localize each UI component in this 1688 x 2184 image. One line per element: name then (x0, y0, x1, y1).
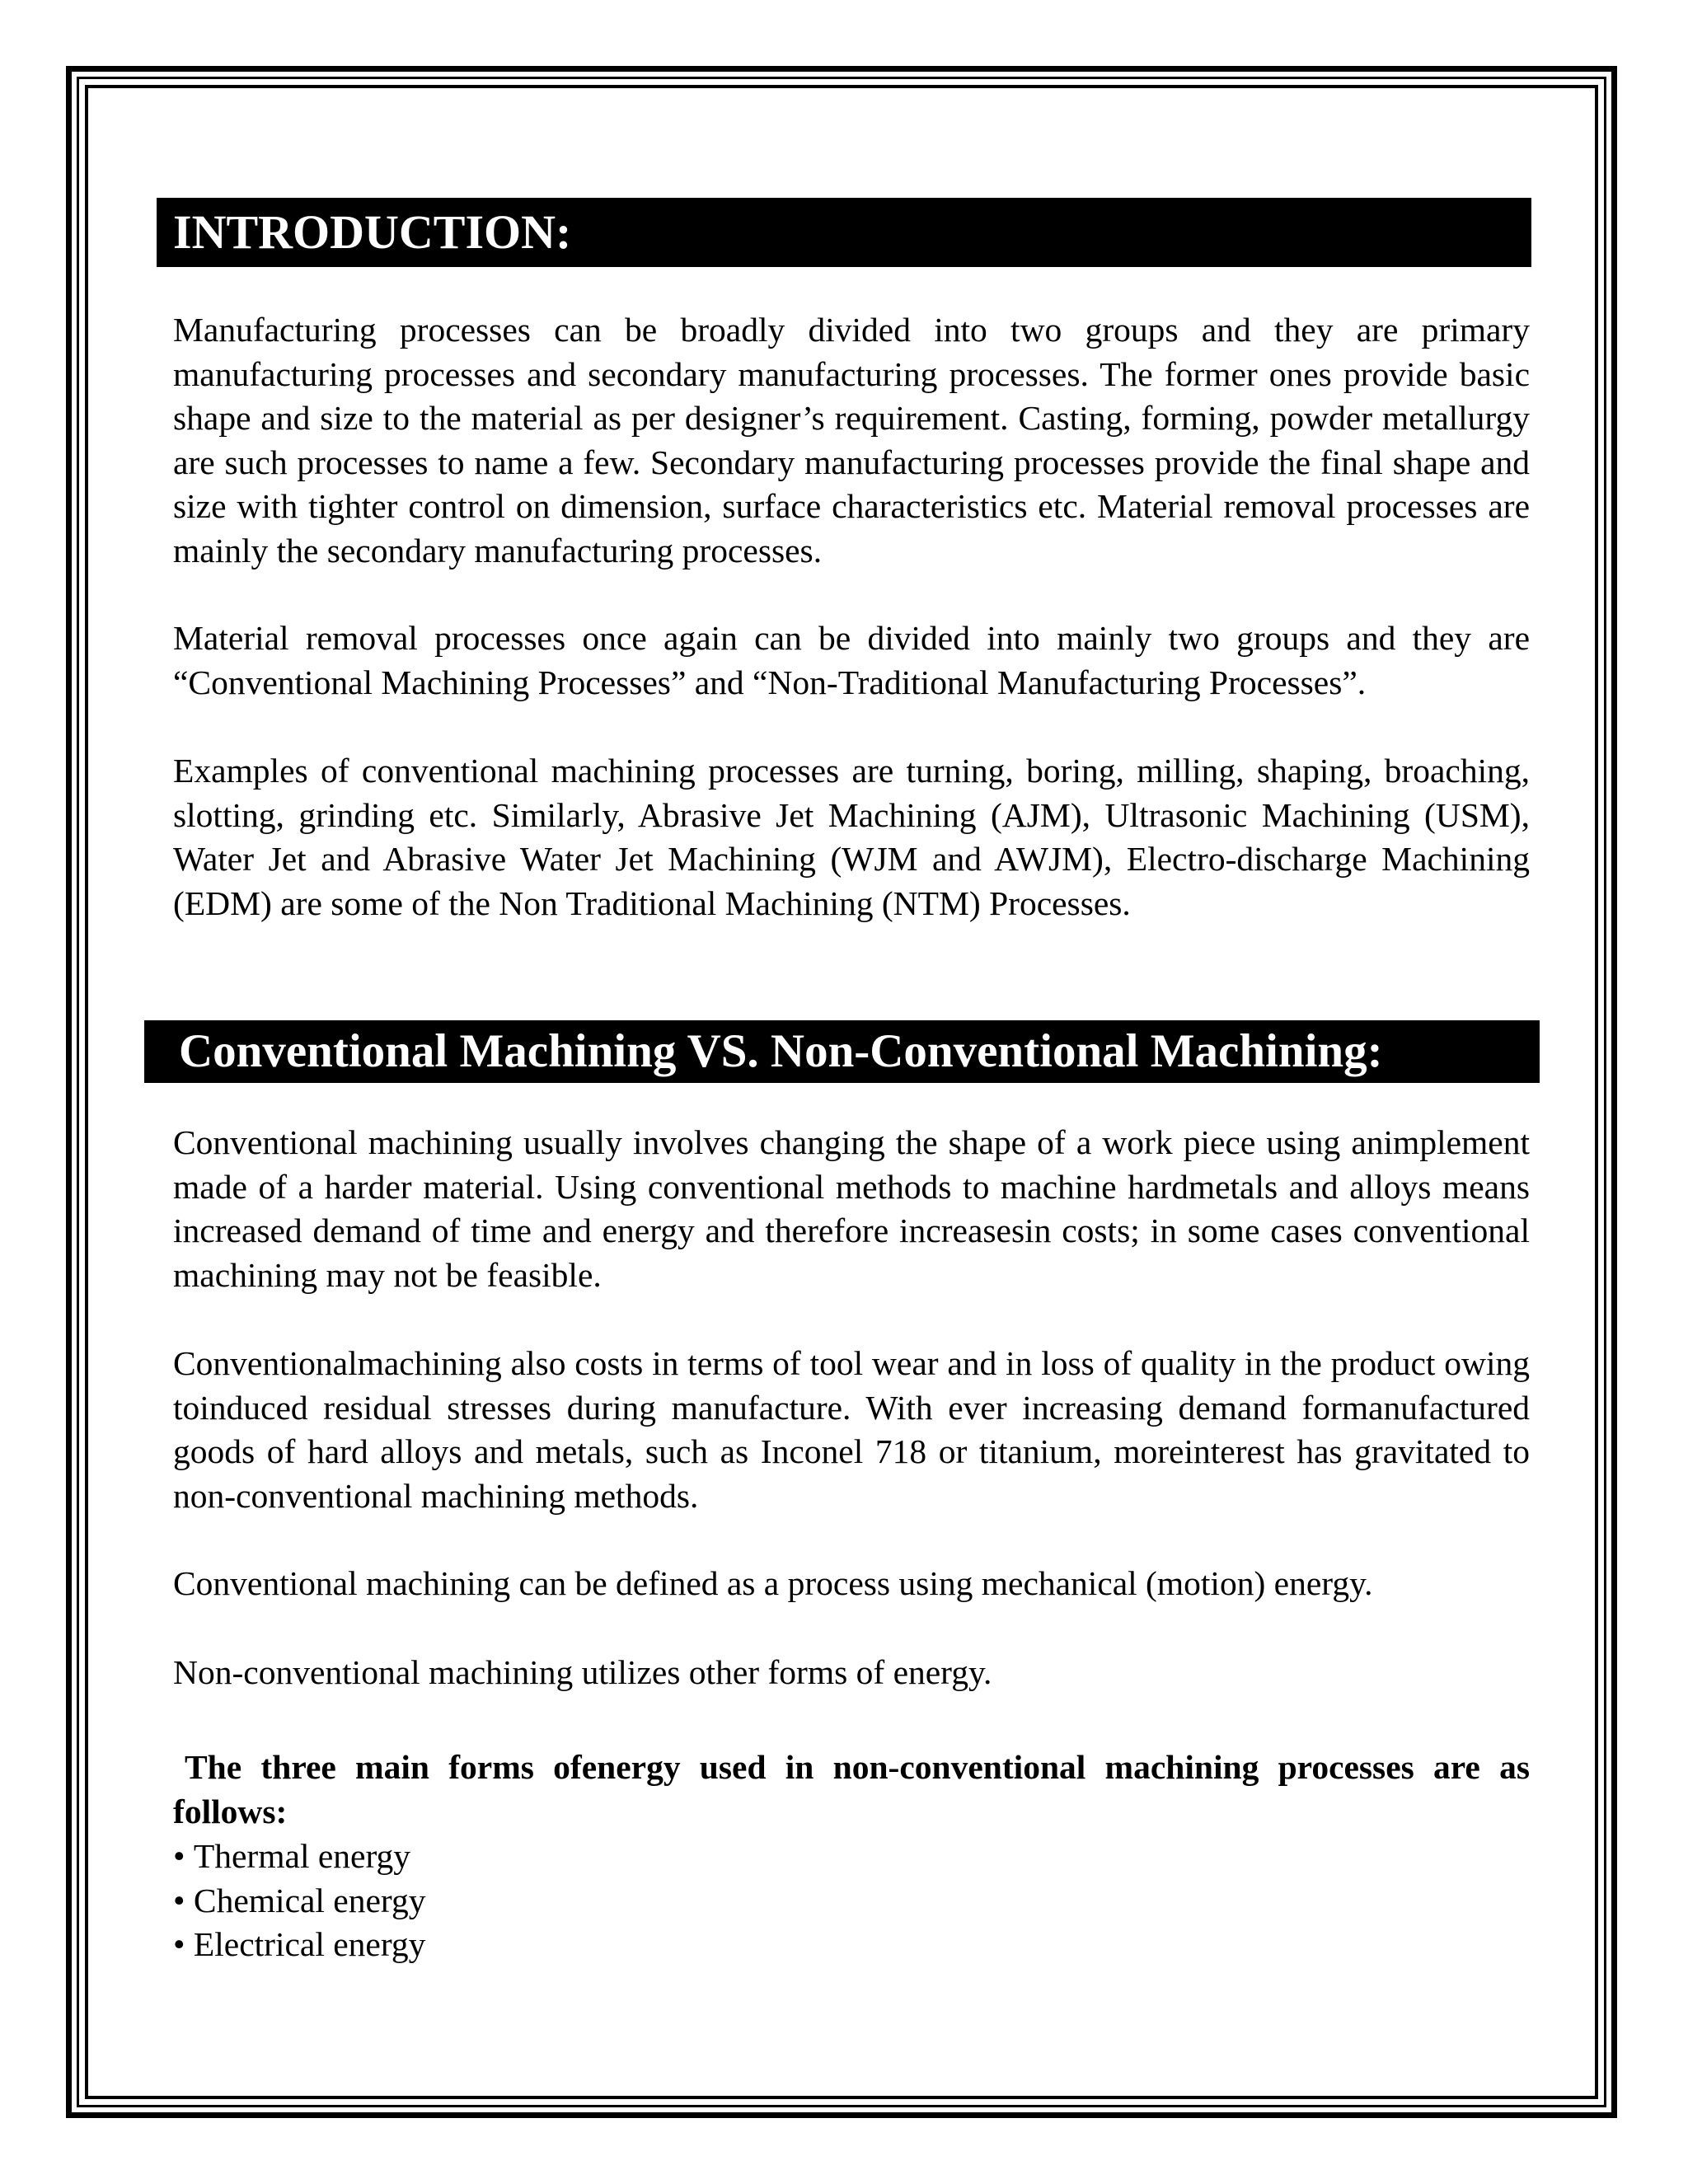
comparison-paragraph-4: Non-conventional machining utilizes other forms of energy. (173, 1653, 992, 1691)
energy-forms-list (173, 1835, 425, 1967)
comparison-paragraph-3: Conventional machining can be defined as a process using mechanical (motion) energy. (173, 1564, 1373, 1602)
energy-forms-intro: The three main forms ofenergy used in non-conventional machining processes are as follows: (173, 1748, 1530, 1830)
comparison-paragraph-1: Conventional machining usually involves changing the shape of a work piece using animplement made of a harder material. Using conventional methods to machine hardmetals and alloys means increased demand of time and energy and therefore increasesin costs; in some cases conventional machining may not be feasible. (173, 1123, 1530, 1294)
intro-paragraph-3: Examples of conventional machining processes are turning, boring, milling, shaping, broaching, slotting, grinding etc. Similarly, Abrasive Jet Machining (AJM), Ultrasonic Machining (USM), Water Jet and Abrasive Water Jet Machining (WJM and AWJM), Electro-discharge Machining (EDM) are some of the Non Traditional Machining (NTM) Processes. (173, 752, 1530, 922)
comparison-heading: Conventional Machining VS. Non-Conventional Machining: (144, 1020, 1540, 1083)
list-item: • Thermal energy (173, 1835, 425, 1879)
comparison-paragraph-2: Conventionalmachining also costs in terms of tool wear and in loss of quality in the product owing toinduced residual stresses during manufacture. With ever increasing demand formanufactured goods of hard alloys and metals, such as Inconel 718 or titanium, moreinterest has gravitated to non-conventional machining methods. (173, 1344, 1530, 1515)
list-item: • Chemical energy (173, 1879, 425, 1924)
introduction-heading: INTRODUCTION: (157, 198, 1531, 267)
intro-paragraph-1: Manufacturing processes can be broadly divided into two groups and they are primary manufacturing processes and secondary manufacturing processes. The former ones provide basic shape and size to the material as per designer’s requirement. Casting, forming, powder metallurgy are such processes to name a few. Secondary manufacturing processes provide the final shape and size with tighter control on dimension, surface characteristics etc. Material removal processes are mainly the secondary manufacturing processes. (173, 311, 1530, 569)
list-item: • Electrical energy (173, 1923, 425, 1967)
intro-paragraph-2: Material removal processes once again can be divided into mainly two groups and they are “Conventional Machining Processes” and “Non-Traditional Manufacturing Processes”. (173, 619, 1530, 701)
